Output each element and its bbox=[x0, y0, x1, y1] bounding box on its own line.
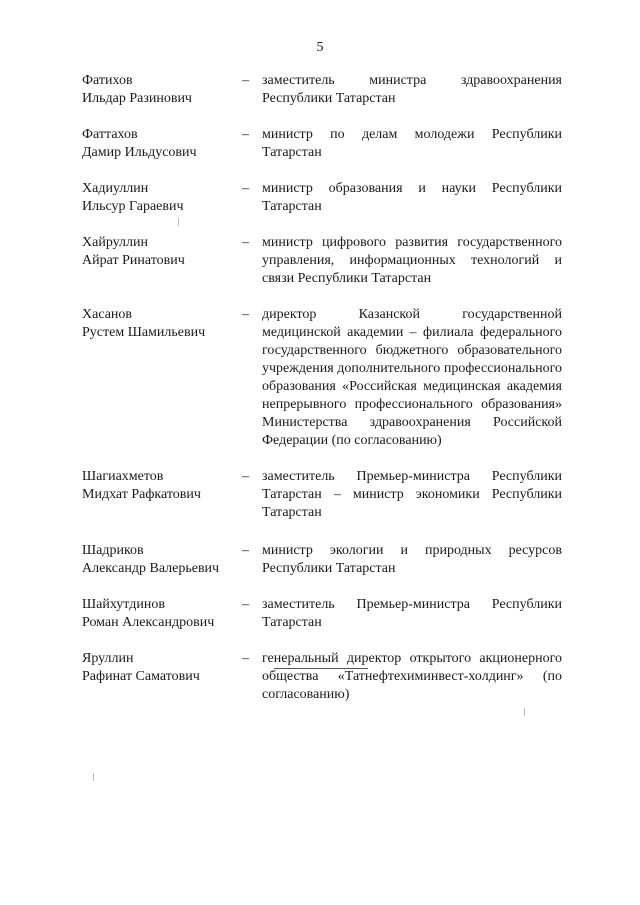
dash-separator bbox=[242, 72, 262, 108]
member-surname: Фатихов bbox=[82, 73, 133, 88]
member-name bbox=[82, 542, 242, 578]
member-given-name: Александр Валерьевич bbox=[82, 561, 220, 576]
member-surname: Фаттахов bbox=[82, 127, 138, 142]
member-given-name: Ильсур Гараевич bbox=[82, 199, 184, 214]
member-name bbox=[82, 180, 242, 216]
member-list bbox=[80, 72, 565, 704]
member-given-name: Роман Александрович bbox=[82, 615, 215, 630]
member-name bbox=[82, 126, 242, 162]
member-entry bbox=[80, 650, 565, 704]
member-given-name: Рустем Шамильевич bbox=[82, 325, 206, 340]
scan-mark bbox=[93, 773, 94, 781]
member-surname: Хайруллин bbox=[82, 235, 148, 250]
member-surname: Хадиуллин bbox=[82, 181, 149, 196]
member-surname: Шагиахметов bbox=[82, 469, 164, 484]
member-surname: Яруллин bbox=[82, 651, 134, 666]
scan-mark bbox=[178, 218, 179, 226]
member-name bbox=[82, 596, 242, 632]
member-name bbox=[82, 306, 242, 450]
member-given-name: Ильдар Разинович bbox=[82, 91, 192, 106]
member-given-name: Мидхат Рафкатович bbox=[82, 487, 201, 502]
member-entry bbox=[80, 542, 565, 578]
scan-mark bbox=[524, 708, 525, 716]
dash-separator bbox=[242, 234, 262, 288]
member-given-name: Рафинат Саматович bbox=[82, 669, 200, 684]
member-surname: Шадриков bbox=[82, 543, 144, 558]
dash-separator bbox=[242, 180, 262, 216]
dash-separator bbox=[242, 306, 262, 450]
member-position: заместитель министра здравоохранения Республики Татарстан bbox=[262, 73, 562, 106]
member-entry bbox=[80, 180, 565, 216]
member-entry bbox=[80, 468, 565, 522]
member-given-name: Дамир Ильдусович bbox=[82, 145, 197, 160]
member-given-name: Айрат Ринатович bbox=[82, 253, 185, 268]
dash-separator bbox=[242, 596, 262, 632]
member-name bbox=[82, 234, 242, 288]
member-position: министр по делам молодежи Республики Татарстан bbox=[262, 127, 562, 160]
closing-rule bbox=[274, 668, 368, 669]
member-position: заместитель Премьер-министра Республики Татарстан bbox=[262, 597, 562, 630]
member-entry bbox=[80, 126, 565, 162]
member-position: заместитель Премьер-министра Республики Татарстан – министр экономики Республики Татарстан bbox=[262, 469, 562, 520]
member-name bbox=[82, 650, 242, 704]
member-position: министр экологии и природных ресурсов Республики Татарстан bbox=[262, 543, 562, 576]
page-number: 5 bbox=[316, 40, 324, 55]
member-position: генеральный директор открытого акционерного общества «Татнефтехиминвест-холдинг» (по согласованию) bbox=[262, 651, 562, 702]
member-surname: Шайхутдинов bbox=[82, 597, 165, 612]
member-entry bbox=[80, 596, 565, 632]
member-position: министр цифрового развития государственного управления, информационных технологий и связи Республики Татарстан bbox=[262, 235, 562, 286]
member-surname: Хасанов bbox=[82, 307, 133, 322]
dash-separator bbox=[242, 468, 262, 522]
member-entry bbox=[80, 72, 565, 108]
member-entry bbox=[80, 234, 565, 288]
dash-separator bbox=[242, 542, 262, 578]
dash-separator bbox=[242, 650, 262, 704]
dash-separator bbox=[242, 126, 262, 162]
member-name bbox=[82, 468, 242, 522]
member-position: директор Казанской государственной медицинской академии – филиала федерального государственного бюджетного образовательного учреждения дополнительного профессионального образования «Российская медицинская академия непрерывного профессионального образования» Министерства здравоохранения Российской Федерации (по согласованию) bbox=[262, 307, 562, 448]
member-entry bbox=[80, 306, 565, 450]
member-name bbox=[82, 72, 242, 108]
member-position: министр образования и науки Республики Татарстан bbox=[262, 181, 562, 214]
